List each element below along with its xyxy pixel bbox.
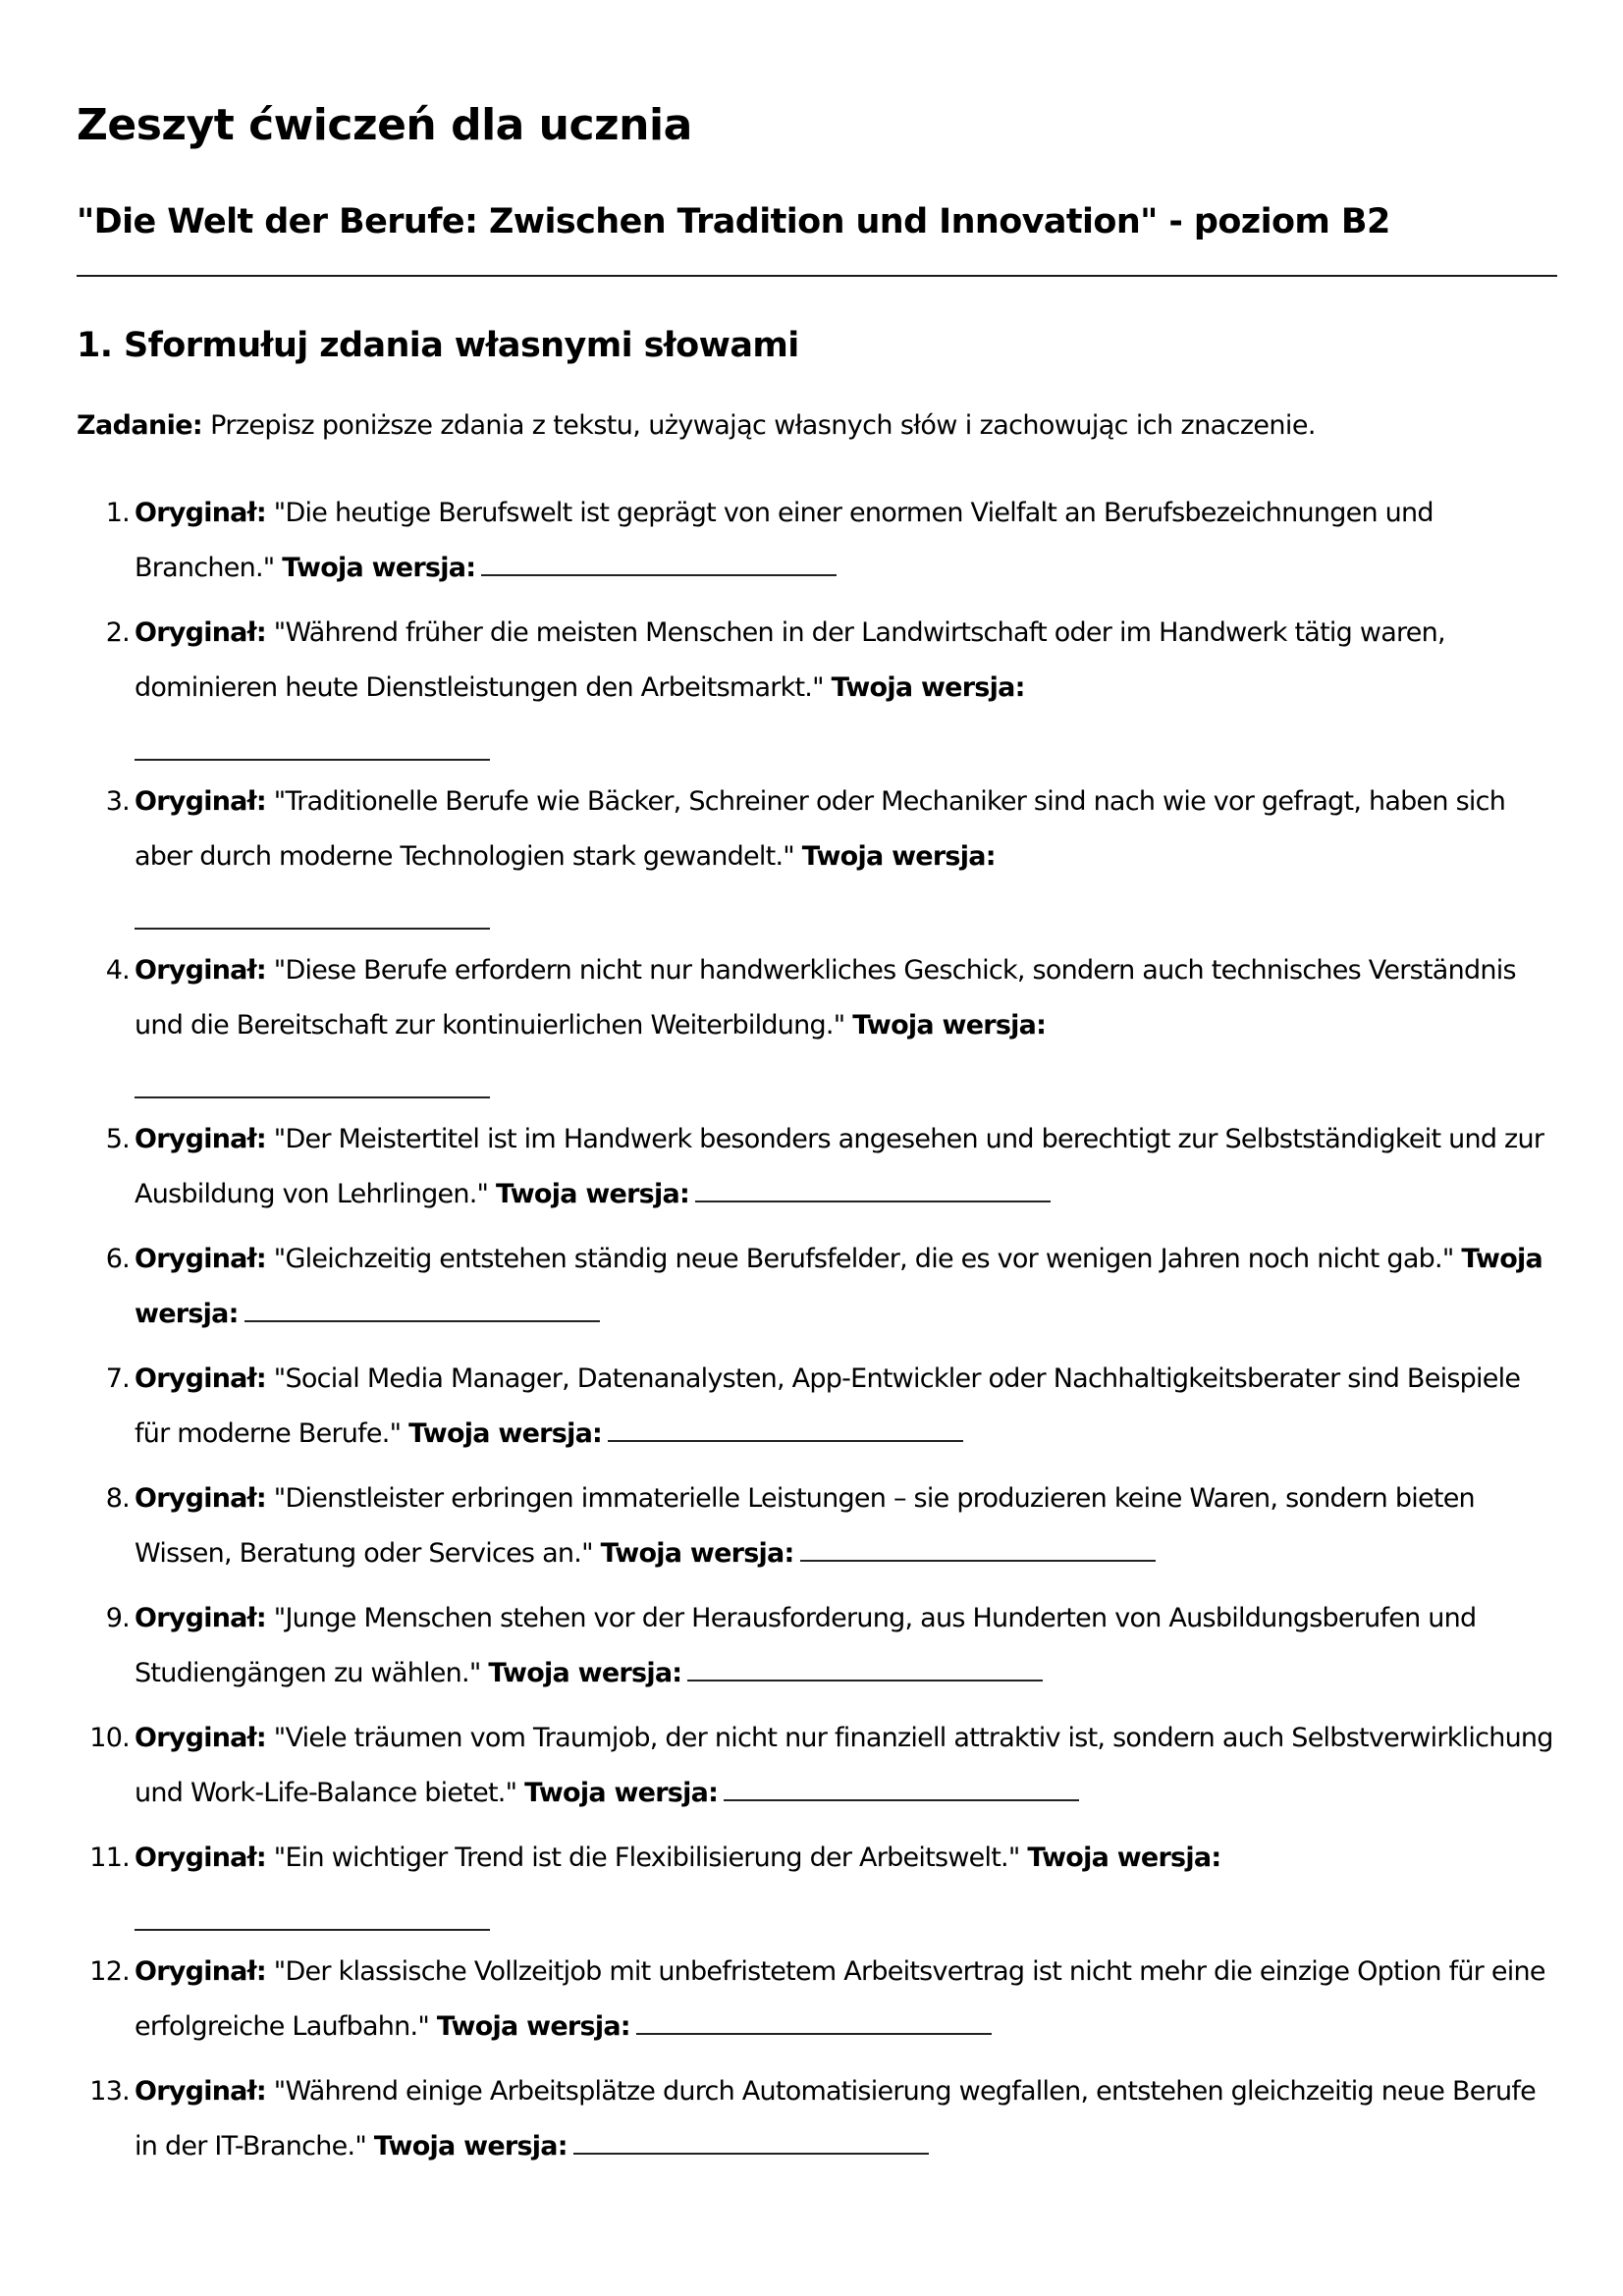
original-label: Oryginał: [135, 1842, 266, 1873]
your-version-label: Twoja wersja: [488, 1658, 682, 1688]
item-number: 3. [105, 786, 130, 817]
item-number: 11. [89, 1842, 130, 1873]
item-number: 7. [105, 1363, 130, 1394]
exercise-item [77, 1352, 1557, 1462]
exercise-item [77, 943, 1557, 1098]
exercise-item [77, 1945, 1557, 2055]
original-sentence: "Viele träumen vom Traumjob, der nicht nur finanziell attraktiv ist, sondern auch Selbstverwirklichung und Work-Life-Balance bietet." [135, 1723, 1553, 1808]
original-label: Oryginał: [135, 955, 266, 986]
section-heading: 1. Sformułuj zdania własnymi słowami [77, 326, 799, 365]
your-version-label: Twoja wersja: [1027, 1842, 1221, 1873]
original-sentence: "Diese Berufe erfordern nicht nur handwerkliches Geschick, sondern auch technisches Verständnis und die Bereitschaft zur kontinuierlichen Weiterbildung." [135, 955, 1516, 1041]
item-number: 5. [105, 1124, 130, 1154]
answer-blank-line[interactable] [481, 555, 837, 576]
your-version-label: Twoja wersja: [524, 1778, 719, 1808]
answer-blank-line[interactable] [695, 1181, 1051, 1202]
original-sentence: "Dienstleister erbringen immaterielle Leistungen – sie produzieren keine Waren, sondern bieten Wissen, Beratung oder Services an." [135, 1483, 1475, 1569]
answer-blank-line[interactable] [724, 1780, 1079, 1801]
exercise-item [77, 606, 1557, 761]
original-sentence: "Die heutige Berufswelt ist geprägt von einer enormen Vielfalt an Berufsbezeichnungen und Branchen." [135, 498, 1434, 583]
exercise-item [77, 1591, 1557, 1701]
item-number: 6. [105, 1244, 130, 1274]
original-sentence: "Während früher die meisten Menschen in der Landwirtschaft oder im Handwerk tätig waren, dominieren heute Dienstleistungen den Arbeitsmarkt." [135, 617, 1445, 703]
original-label: Oryginał: [135, 498, 266, 528]
your-version-label: Twoja wersja: [600, 1538, 794, 1569]
your-version-label: Twoja wersja: [135, 1244, 1543, 1329]
item-number: 8. [105, 1483, 130, 1514]
original-label: Oryginał: [135, 1723, 266, 1753]
exercise-item [77, 1112, 1557, 1222]
original-label: Oryginał: [135, 2076, 266, 2107]
original-sentence: "Traditionelle Berufe wie Bäcker, Schreiner oder Mechaniker sind nach wie vor gefragt, haben sich aber durch moderne Technologien stark gewandelt." [135, 786, 1506, 872]
item-number: 4. [105, 955, 130, 986]
original-label: Oryginał: [135, 1483, 266, 1514]
exercise-item [77, 2064, 1557, 2174]
exercise-item [77, 1711, 1557, 1821]
answer-blank-line[interactable] [636, 2013, 992, 2035]
original-label: Oryginał: [135, 1124, 266, 1154]
exercise-item [77, 1471, 1557, 1581]
exercise-item [77, 774, 1557, 930]
original-sentence: "Der Meistertitel ist im Handwerk besonders angesehen und berechtigt zur Selbstständigkeit und zur Ausbildung von Lehrlingen." [135, 1124, 1544, 1209]
item-number: 9. [105, 1603, 130, 1633]
exercise-item [77, 486, 1557, 596]
item-number: 10. [89, 1723, 130, 1753]
your-version-label: Twoja wersja: [282, 553, 476, 583]
original-label: Oryginał: [135, 1603, 266, 1633]
original-label: Oryginał: [135, 786, 266, 817]
original-label: Oryginał: [135, 1956, 266, 1987]
original-label: Oryginał: [135, 1244, 266, 1274]
exercise-item [77, 1831, 1557, 1931]
task-instruction [77, 410, 1316, 441]
item-number: 13. [89, 2076, 130, 2107]
your-version-label: Twoja wersja: [436, 2011, 630, 2042]
answer-blank-line[interactable] [244, 1301, 600, 1322]
your-version-label: Twoja wersja: [408, 1418, 603, 1449]
answer-blank-line[interactable] [135, 1063, 490, 1098]
your-version-label: Twoja wersja: [373, 2131, 568, 2162]
answer-blank-line[interactable] [800, 1540, 1156, 1562]
original-label: Oryginał: [135, 1363, 266, 1394]
answer-blank-line[interactable] [135, 725, 490, 761]
answer-blank-line[interactable] [687, 1660, 1043, 1682]
exercise-item [77, 1232, 1557, 1342]
document-subtitle: "Die Welt der Berufe: Zwischen Tradition und Innovation" - poziom B2 [77, 202, 1390, 241]
original-sentence: "Ein wichtiger Trend ist die Flexibilisierung der Arbeitswelt." [265, 1842, 1028, 1873]
task-label: Zadanie: [77, 410, 203, 441]
answer-blank-line[interactable] [608, 1420, 963, 1442]
item-number: 1. [105, 498, 130, 528]
original-sentence: "Junge Menschen stehen vor der Herausforderung, aus Hunderten von Ausbildungsberufen und Studiengängen zu wählen." [135, 1603, 1477, 1688]
original-sentence: "Der klassische Vollzeitjob mit unbefristetem Arbeitsvertrag ist nicht mehr die einzige Option für eine erfolgreiche Laufbahn." [135, 1956, 1545, 2042]
your-version-label: Twoja wersja: [852, 1010, 1047, 1041]
answer-blank-line[interactable] [135, 1896, 490, 1931]
item-number: 2. [105, 617, 130, 648]
document-title: Zeszyt ćwiczeń dla ucznia [77, 100, 692, 150]
exercise-list [77, 486, 1557, 2184]
answer-blank-line[interactable] [135, 894, 490, 930]
horizontal-divider [77, 275, 1557, 277]
original-sentence: "Social Media Manager, Datenanalysten, App-Entwickler oder Nachhaltigkeitsberater sind Beispiele für moderne Berufe." [135, 1363, 1521, 1449]
task-text: Przepisz poniższe zdania z tekstu, używając własnych słów i zachowując ich znaczenie. [202, 410, 1316, 441]
original-sentence: "Während einige Arbeitsplätze durch Automatisierung wegfallen, entstehen gleichzeitig neue Berufe in der IT-Branche." [135, 2076, 1536, 2162]
answer-blank-line[interactable] [573, 2133, 929, 2155]
your-version-label: Twoja wersja: [801, 841, 996, 872]
your-version-label: Twoja wersja: [831, 672, 1025, 703]
item-number: 12. [89, 1956, 130, 1987]
original-label: Oryginał: [135, 617, 266, 648]
original-sentence: "Gleichzeitig entstehen ständig neue Berufsfelder, die es vor wenigen Jahren noch nicht gab." [265, 1244, 1462, 1274]
your-version-label: Twoja wersja: [496, 1179, 690, 1209]
